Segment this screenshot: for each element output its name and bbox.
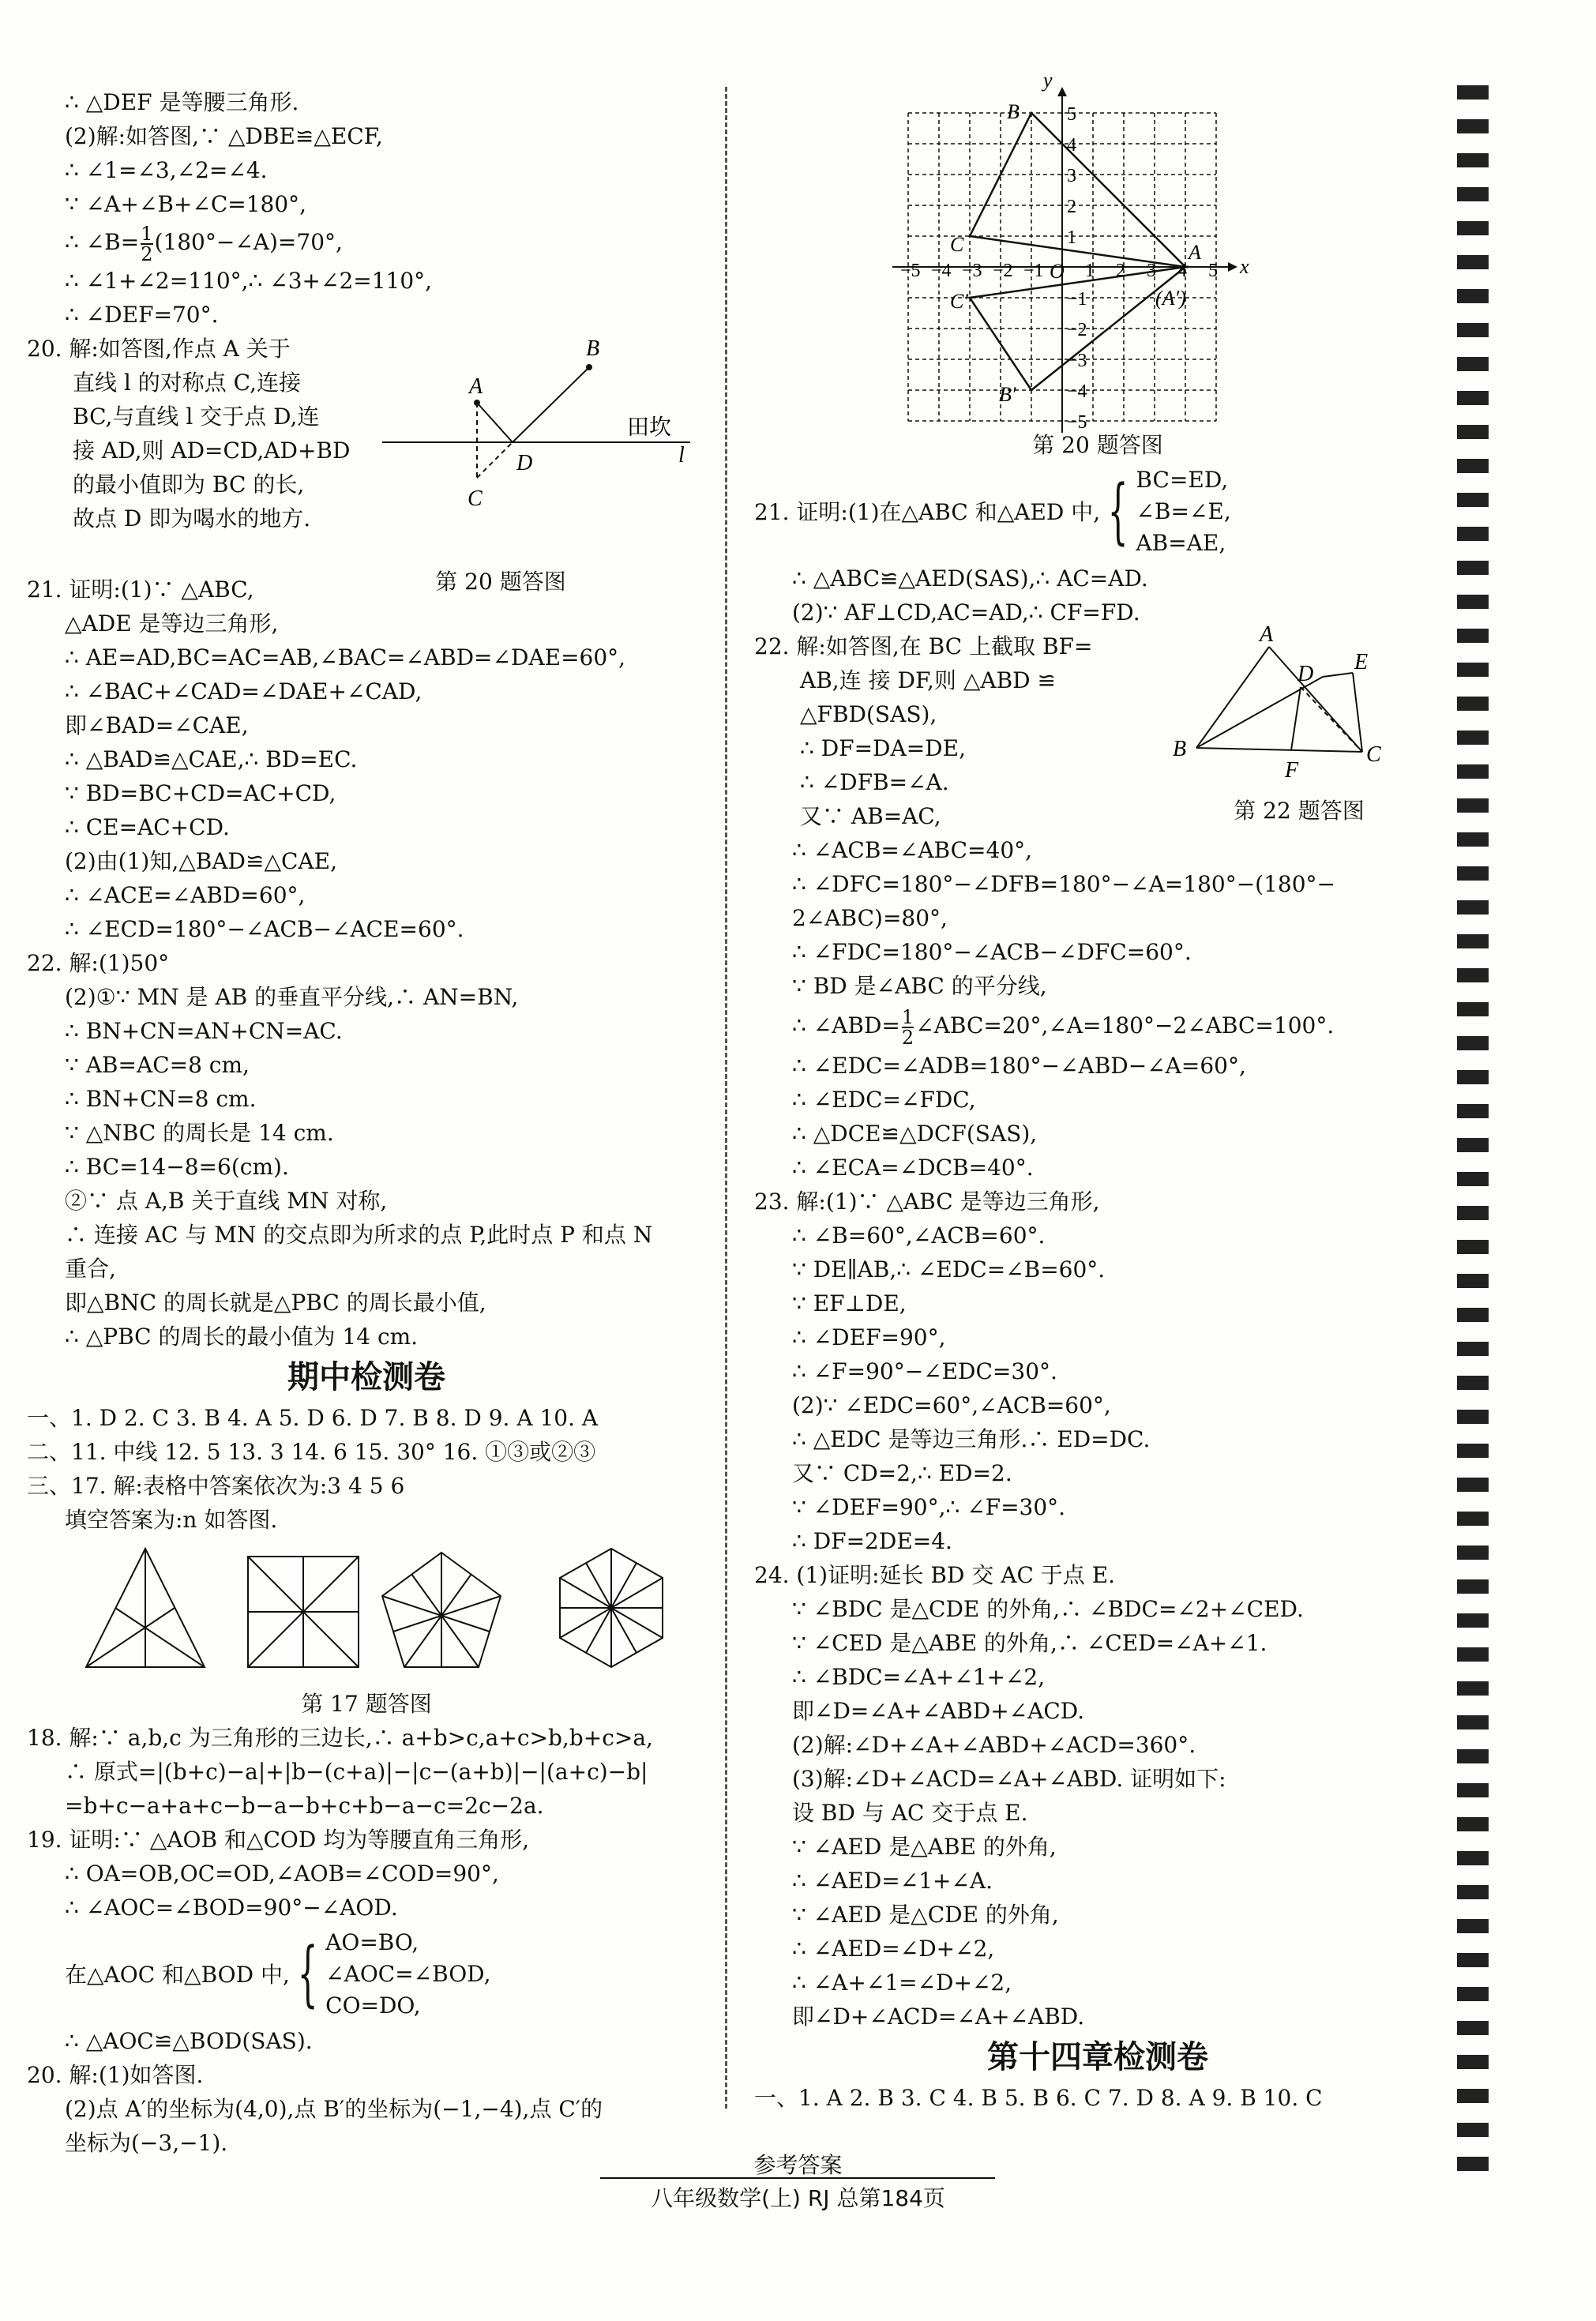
text-line: 20. 解:(1)如答图. [27, 2062, 204, 2088]
brace-glyph: { [1107, 470, 1128, 553]
edge-tab-mark [1457, 900, 1489, 915]
system-19 [27, 1925, 706, 2024]
text-line: 坐标为(−3,−1). [65, 2130, 228, 2156]
fig17-polygons [27, 1537, 706, 1687]
edge-tab-mark [1457, 221, 1489, 235]
triangle-ABC [970, 113, 1185, 267]
fig20-diagram [374, 324, 706, 561]
frac-den: 2 [141, 242, 153, 265]
text-line: 重合, [65, 1256, 116, 1282]
text-line: ∴ ∠F=90°−∠EDC=30°. [792, 1358, 1057, 1384]
edge-tab-mark [1457, 255, 1489, 269]
y-tick-label: −3 [1067, 351, 1087, 371]
text-line: (2)解:如答图,∵ △DBE≌△ECF, [65, 123, 383, 149]
edge-tab-mark [1457, 764, 1489, 779]
edge-tab-mark [1457, 1647, 1489, 1662]
footer-page-info: 八年级数学(上) RJ 总第184页 [651, 2185, 945, 2211]
section-title-chapter14: 第十四章检测卷 [987, 2039, 1208, 2075]
system-row: ∠B=∠E, [1136, 498, 1231, 524]
edge-tab-mark [1457, 1070, 1489, 1084]
text-line: 即∠D=∠A+∠ABD+∠ACD. [792, 1698, 1085, 1724]
system-row: AB=AE, [1136, 530, 1226, 556]
text-line: ∴ DF=DA=DE, [800, 735, 966, 761]
fig17-hexagon [560, 1549, 663, 1667]
edge-tab-mark [1457, 1002, 1489, 1016]
text-line: ∵ △NBC 的周长是 14 cm. [65, 1120, 334, 1146]
text-line: 20. 解:如答图,作点 A 关于 [27, 336, 291, 362]
fig22-caption: 第 22 题答图 [1234, 798, 1365, 824]
fraction-line [754, 1003, 1441, 1049]
text-line: 23. 解:(1)∵ △ABC 是等边三角形, [754, 1189, 1100, 1215]
text-line: ∴ 原式=|(b+c)−a|+|b−(c+a)|−|c−(a+b)|−|(a+c)−b| [65, 1759, 648, 1785]
edge-tab-mark [1457, 697, 1489, 711]
footer-title: 参考答案 [753, 2152, 843, 2178]
text-line: (2)∵ AF⊥CD,AC=AD,∴ CF=FD. [792, 599, 1140, 625]
text-line: 故点 D 即为喝水的地方. [73, 505, 311, 531]
text-line: 填空答案为:n 如答图. [65, 1507, 278, 1533]
frac-num: 1 [141, 222, 153, 245]
text-line: 即∠D+∠ACD=∠A+∠ABD. [792, 2004, 1085, 2030]
edge-tab-mark [1457, 2021, 1489, 2035]
edge-tab-mark [1457, 730, 1489, 745]
text-line: 一、1. D 2. C 3. B 4. A 5. D 6. D 7. B 8. D 9. A 10. A [27, 1405, 599, 1431]
text-line: ∴ ∠EDC=∠FDC, [792, 1087, 976, 1113]
edge-tab-mark [1457, 2089, 1489, 2103]
text-line: 的最小值即为 BC 的长, [73, 471, 305, 498]
edge-tab-mark [1457, 119, 1489, 133]
text-line: 24. (1)证明:延长 BD 交 AC 于点 E. [754, 1562, 1116, 1588]
edge-tab-mark [1457, 934, 1489, 948]
text-line: ∴ ∠EDC=∠ADB=180°−∠ABD−∠A=60°, [792, 1053, 1246, 1079]
text-line: ∵ ∠AED 是△CDE 的外角, [792, 1902, 1059, 1928]
text-line: ∴ △DCE≌△DCF(SAS), [792, 1121, 1038, 1147]
edge-tab-mark [1457, 1953, 1489, 1967]
edge-tab-mark [1457, 1172, 1489, 1186]
right-column [754, 77, 1441, 2115]
text-line: ∴ ∠DFB=∠A. [800, 769, 949, 795]
text-line: ∵ ∠A+∠B+∠C=180°, [65, 191, 307, 217]
text-line: ∴ ∠1+∠2=110°,∴ ∠3+∠2=110°, [65, 268, 433, 294]
y-tick-label: 2 [1067, 197, 1076, 217]
q22-block [754, 625, 1441, 833]
edge-tab-mark [1457, 1681, 1489, 1696]
y-tick-label: −1 [1067, 289, 1087, 310]
text-line: ∴ △EDC 是等边三角形.∴ ED=DC. [792, 1426, 1151, 1452]
x-tick-label: 5 [1208, 261, 1218, 281]
system-21 [754, 462, 1441, 561]
text-line: ∴ ∠ECD=180°−∠ACB−∠ACE=60°. [65, 916, 464, 942]
edge-tab-mark [1457, 1444, 1489, 1458]
edge-tabs [1457, 85, 1489, 2191]
fig20-label-C: C [468, 486, 483, 511]
section-title-midterm: 期中检测卷 [287, 1359, 445, 1395]
x-tick-label: 4 [1177, 261, 1187, 281]
text-line: ∵ ∠DEF=90°,∴ ∠F=30°. [792, 1494, 1066, 1520]
text-line: ∴ △BAD≌△CAE,∴ BD=EC. [65, 746, 358, 772]
fig22-label-C: C [1366, 742, 1381, 767]
edge-tab-mark [1457, 1036, 1489, 1050]
text-line: △FBD(SAS), [800, 701, 937, 727]
fig22-label-F: F [1285, 758, 1299, 783]
edge-tab-mark [1457, 289, 1489, 303]
text-line: ∴ △PBC 的周长的最小值为 14 cm. [65, 1324, 419, 1350]
text-line: 2∠ABC)=80°, [792, 905, 948, 931]
text-line: 直线 l 的对称点 C,连接 [73, 370, 301, 396]
text-line: ∵ ∠CED 是△ABE 的外角,∴ ∠CED=∠A+∠1. [792, 1630, 1267, 1656]
text-line: (3)解:∠D+∠ACD=∠A+∠ABD. 证明如下: [792, 1766, 1226, 1792]
text-line: ∵ ∠BDC 是△CDE 的外角,∴ ∠BDC=∠2+∠CED. [792, 1596, 1304, 1622]
fig17-caption: 第 17 题答图 [301, 1691, 432, 1717]
frac-pre: ∴ ∠ABD= [792, 1012, 900, 1038]
edge-tab-mark [1457, 493, 1489, 507]
point-C-label: C [950, 233, 964, 256]
text-line: 即∠BAD=∠CAE, [65, 712, 249, 738]
fraction-line [27, 221, 706, 264]
text-line: (2)由(1)知,△BAD≌△CAE, [65, 848, 337, 874]
text-line: ∴ ∠ACE=∠ABD=60°, [65, 882, 306, 908]
text-line: 18. 解:∵ a,b,c 为三角形的三边长,∴ a+b>c,a+c>b,b+c>a, [27, 1725, 653, 1751]
fig17-square [248, 1557, 359, 1667]
point-A1-label: (A′) [1155, 287, 1186, 310]
text-line: 二、11. 中线 12. 5 13. 3 14. 6 15. 30° 16. ①③或②③ [27, 1439, 596, 1465]
origin-label: O [1050, 260, 1065, 283]
text-line: ∴ ∠A+∠1=∠D+∠2, [792, 1970, 1012, 1996]
edge-tab-mark [1457, 1478, 1489, 1492]
text-line: 21. 证明:(1)∵ △ABC, [27, 576, 254, 603]
y-tick-label: −5 [1067, 412, 1087, 433]
edge-tab-mark [1457, 1376, 1489, 1390]
text-line: ∴ △AOC≌△BOD(SAS). [65, 2028, 313, 2054]
fig20-label-field: 田坎 [627, 414, 672, 440]
text-line: (2)∵ ∠EDC=60°,∠ACB=60°, [792, 1392, 1111, 1418]
text-line: ∴ ∠B=60°,∠ACB=60°. [792, 1222, 1046, 1249]
edge-tab-mark [1457, 391, 1489, 405]
edge-tab-mark [1457, 527, 1489, 541]
edge-tab-mark [1457, 1138, 1489, 1152]
y-tick-label: 5 [1067, 104, 1076, 125]
text-line: AB,连 接 DF,则 △ABD ≌ [800, 667, 1056, 693]
edge-tab-mark [1457, 1919, 1489, 1933]
system-rows [325, 1927, 490, 2022]
text-line: ∴ BN+CN=AN+CN=AC. [65, 1018, 343, 1044]
edge-tab-mark [1457, 1342, 1489, 1356]
text-line: ∴ △DEF 是等腰三角形. [65, 89, 299, 115]
edge-tab-mark [1457, 1545, 1489, 1560]
text-line: ∴ ∠FDC=180°−∠ACB−∠DFC=60°. [792, 939, 1192, 965]
x-tick-label: 2 [1116, 261, 1125, 281]
point-C1-label: C′ [950, 290, 969, 313]
fraction [901, 1005, 914, 1049]
edge-tab-mark [1457, 1613, 1489, 1628]
edge-tab-mark [1457, 663, 1489, 677]
text-line: 设 BD 与 AC 交于点 E. [792, 1800, 1028, 1826]
y-tick-label: 1 [1067, 227, 1076, 248]
point-A-label: A [1189, 241, 1201, 264]
frac-den: 2 [901, 1026, 914, 1049]
text-line: =b+c−a+a+c−b−a−b+c+b−a−c=2c−2a. [65, 1793, 544, 1819]
x-tick-label: −2 [993, 261, 1013, 281]
q20-block [27, 332, 706, 573]
text-line: 19. 证明:∵ △AOB 和△COD 均为等腰直角三角形, [27, 1827, 530, 1853]
y-tick-label: 4 [1067, 135, 1076, 156]
system-row: CO=DO, [325, 1992, 421, 2019]
text-line: ∴ ∠1=∠3,∠2=∠4. [65, 157, 268, 183]
edge-tab-mark [1457, 357, 1489, 371]
text-line: ∴ BC=14−8=6(cm). [65, 1154, 289, 1180]
edge-tab-mark [1457, 1987, 1489, 2001]
x-tick-label: −5 [900, 261, 921, 281]
system-row: ∠AOC=∠BOD, [325, 1961, 491, 1987]
system-rows [1136, 464, 1230, 559]
point-B-label: B [1007, 100, 1020, 123]
text-line: ∵ ∠AED 是△ABE 的外角, [792, 1834, 1057, 1860]
text-line: ∴ 连接 AC 与 MN 的交点即为所求的点 P,此时点 P 和点 N [65, 1222, 653, 1248]
text-line: ∴ ∠ACB=∠ABC=40°, [792, 837, 1033, 863]
text-line: ∴ CE=AC+CD. [65, 814, 230, 840]
edge-tab-mark [1457, 1783, 1489, 1797]
y-tick-label: −2 [1067, 320, 1087, 340]
text-line: 22. 解:如答图,在 BC 上截取 BF= [754, 633, 1093, 659]
text-line: ∵ EF⊥DE, [792, 1290, 907, 1316]
point-B1-label: B′ [999, 383, 1016, 406]
fig20-label-B: B [586, 336, 600, 361]
axis-y-label: y [1043, 77, 1053, 92]
fig17-triangle [86, 1549, 205, 1667]
edge-tab-mark [1457, 1579, 1489, 1594]
edge-tab-mark [1457, 968, 1489, 982]
text-line: ∵ DE∥AB,∴ ∠EDC=∠B=60°. [792, 1256, 1106, 1283]
x-tick-label: −3 [962, 261, 982, 281]
frac-post: (180°−∠A)=70°, [154, 229, 343, 255]
frac-post: ∠ABC=20°,∠A=180°−2∠ABC=100°. [915, 1012, 1335, 1038]
column-divider [725, 87, 727, 2109]
edge-tab-mark [1457, 1885, 1489, 1899]
text-line: 一、1. A 2. B 3. C 4. B 5. B 6. C 7. D 8. A 9. B 10. C [754, 2085, 1323, 2111]
fig22-diagram [1157, 625, 1433, 807]
edge-tab-mark [1457, 323, 1489, 337]
text-line: ∴ AE=AD,BC=AC=AB,∠BAC=∠ABD=∠DAE=60°, [65, 644, 626, 670]
left-column [27, 85, 706, 2160]
text-line: ∴ DF=2DE=4. [792, 1528, 952, 1554]
fig20-caption: 第 20 题答图 [435, 569, 566, 595]
edge-tab-mark [1457, 187, 1489, 201]
edge-tab-mark [1457, 1410, 1489, 1424]
text-line: 即△BNC 的周长就是△PBC 的周长最小值, [65, 1290, 486, 1316]
text-line: (2)解:∠D+∠A+∠ABD+∠ACD=360°. [792, 1732, 1196, 1758]
x-tick-label: −1 [1023, 261, 1044, 281]
edge-tab-mark [1457, 85, 1489, 100]
system-row: BC=ED, [1136, 467, 1229, 493]
edge-tab-mark [1457, 866, 1489, 881]
edge-tab-mark [1457, 1274, 1489, 1288]
text-line: △ADE 是等边三角形, [65, 610, 279, 637]
text-line: ∴ ∠DFC=180°−∠DFB=180°−∠A=180°−(180°− [792, 871, 1335, 897]
footer-rule [600, 2177, 995, 2179]
fig22-label-B: B [1173, 737, 1187, 761]
fig22-label-A: A [1260, 625, 1274, 647]
edge-tab-mark [1457, 459, 1489, 473]
text-line: ∴ OA=OB,OC=OD,∠AOB=∠COD=90°, [65, 1861, 499, 1887]
text-line: (2)点 A′的坐标为(4,0),点 B′的坐标为(−1,−4),点 C′的 [65, 2096, 603, 2122]
edge-tab-mark [1457, 2055, 1489, 2069]
y-tick-label: −4 [1067, 381, 1087, 402]
edge-tab-mark [1457, 1715, 1489, 1729]
fig22-label-E: E [1354, 650, 1369, 674]
coordinate-grid-figure [754, 77, 1441, 433]
y-tick-label: 3 [1067, 166, 1076, 186]
edge-tab-mark [1457, 629, 1489, 643]
text-line: 又∵ CD=2,∴ ED=2. [792, 1460, 1012, 1486]
system-pre: 在△AOC 和△BOD 中, [65, 1961, 290, 1988]
text-line: ∵ BD=BC+CD=AC+CD, [65, 780, 336, 806]
edge-tab-mark [1457, 595, 1489, 609]
edge-tab-mark [1457, 1104, 1489, 1118]
brace-glyph: { [297, 1932, 318, 2015]
text-line: ∴ ∠AOC=∠BOD=90°−∠AOD. [65, 1895, 398, 1921]
edge-tab-mark [1457, 798, 1489, 813]
edge-tab-mark [1457, 832, 1489, 847]
fraction [141, 224, 152, 264]
text-line: (2)①∵ MN 是 AB 的垂直平分线,∴ AN=BN, [65, 984, 519, 1010]
text-line: ∴ BN+CN=8 cm. [65, 1086, 257, 1112]
edge-tab-mark [1457, 1240, 1489, 1254]
frac-num: 1 [901, 1005, 914, 1028]
text-line: 又∵ AB=AC, [800, 803, 941, 829]
text-line: 22. 解:(1)50° [27, 950, 170, 976]
system-row: AO=BO, [325, 1929, 419, 1955]
system-pre: 21. 证明:(1)在△ABC 和△AED 中, [754, 498, 1101, 525]
fig20-label-D: D [516, 451, 533, 475]
edge-tab-mark [1457, 2123, 1489, 2137]
y-tick-labels [1067, 104, 1087, 433]
x-tick-label: 1 [1085, 261, 1095, 281]
edge-tab-mark [1457, 1206, 1489, 1220]
grid-caption: 第 20 题答图 [1032, 432, 1163, 458]
text-line: ∴ ∠BDC=∠A+∠1+∠2, [792, 1664, 1046, 1690]
edge-tab-mark [1457, 1749, 1489, 1763]
text-line: ∵ BD 是∠ABC 的平分线, [792, 973, 1047, 999]
text-line: 三、17. 解:表格中答案依次为:3 4 5 6 [27, 1473, 405, 1499]
text-line: ∴ ∠AED=∠D+∠2, [792, 1936, 995, 1962]
x-tick-label: −4 [931, 261, 952, 281]
fig17-pentagon [382, 1553, 501, 1667]
edge-tab-mark [1457, 1851, 1489, 1865]
fig20-label-A: A [469, 374, 483, 399]
edge-tab-mark [1457, 561, 1489, 575]
edge-tab-mark [1457, 1817, 1489, 1831]
edge-tab-mark [1457, 153, 1489, 167]
edge-tab-mark [1457, 1512, 1489, 1526]
fig20-label-l: l [678, 443, 685, 468]
x-tick-label: 3 [1147, 261, 1156, 281]
edge-tab-mark [1457, 1308, 1489, 1322]
text-line: ∴ △ABC≌△AED(SAS),∴ AC=AD. [792, 565, 1148, 592]
text-line: BC,与直线 l 交于点 D,连 [73, 404, 320, 430]
fig22-label-D: D [1297, 662, 1314, 686]
frac-pre: ∴ ∠B= [65, 229, 140, 255]
text-line: ∵ AB=AC=8 cm, [65, 1052, 250, 1078]
text-line: ∴ ∠AED=∠1+∠A. [792, 1868, 993, 1894]
text-line: ∴ ∠ECA=∠DCB=40°. [792, 1155, 1034, 1181]
text-line: ∴ ∠BAC+∠CAD=∠DAE+∠CAD, [65, 678, 422, 704]
edge-tab-mark [1457, 425, 1489, 439]
text-line: ∴ ∠DEF=70°. [65, 302, 219, 328]
text-line: ②∵ 点 A,B 关于直线 MN 对称, [65, 1188, 388, 1214]
text-line: 接 AD,则 AD=CD,AD+BD [73, 438, 351, 464]
q21-head [27, 569, 706, 640]
axis-x-label: x [1240, 255, 1249, 278]
text-line: ∴ ∠DEF=90°, [792, 1324, 946, 1350]
